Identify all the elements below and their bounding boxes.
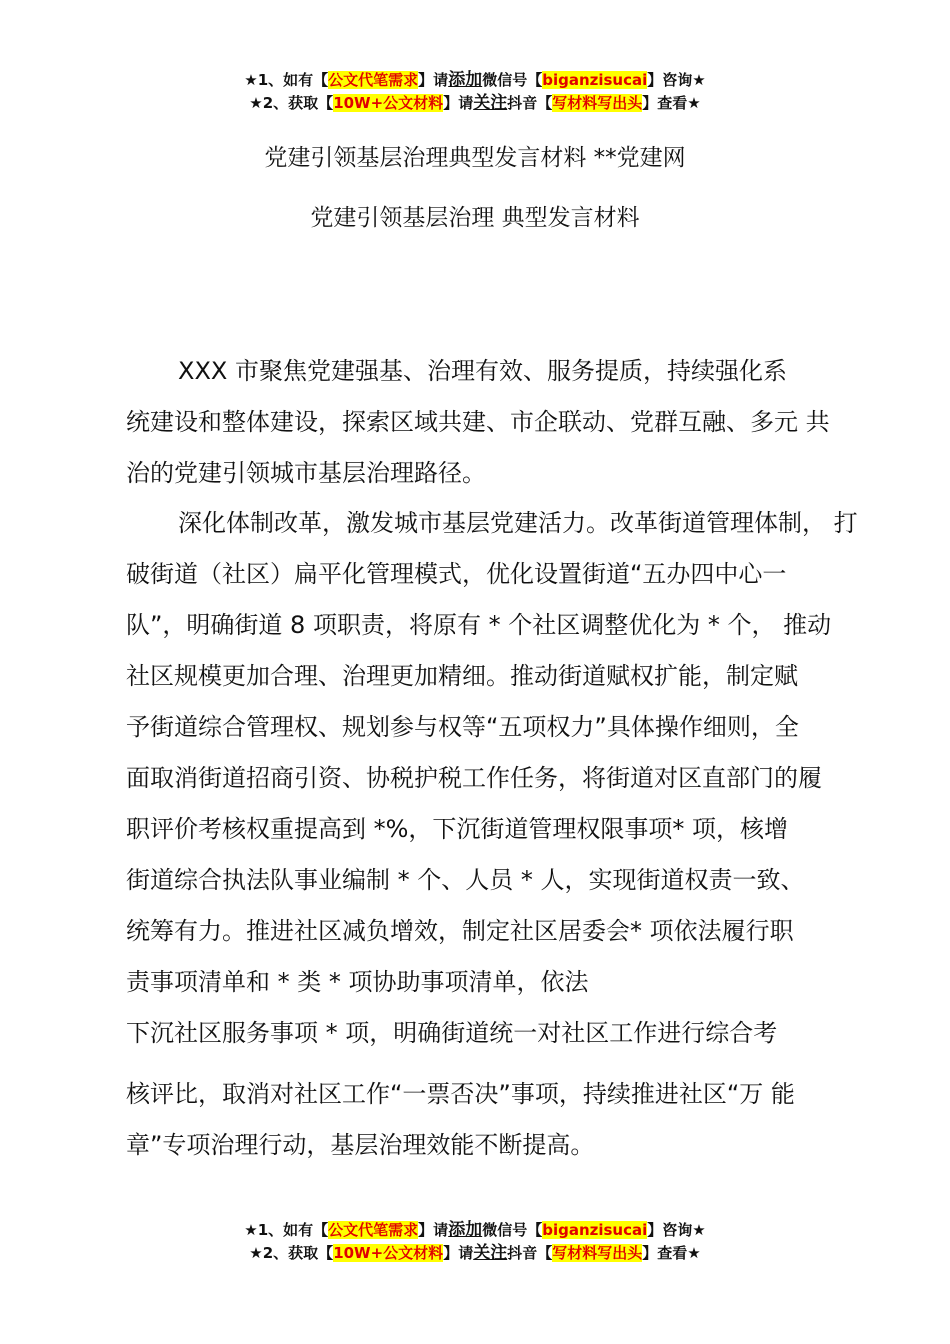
banner-text: 】查看★ [642,1244,701,1262]
text-line: 职评价考核权重提高到 *%，下沉街道管理权限事项* 项，核增 [126,815,789,843]
document-subtitle: 党建引领基层治理 典型发言材料 [310,205,640,231]
highlight-text: 10W+公文材料 [333,94,444,112]
text-line: 统筹有力。推进社区减负增效，制定社区居委会* 项依法履行职 [126,917,794,945]
emphasis-text: 关注 [473,1243,508,1263]
paragraph-intro [126,346,846,499]
emphasis-text: 添加 [448,1220,483,1240]
banner-text: 】请 [418,71,449,89]
text-line: XXX 市聚焦党建强基、治理有效、服务提质，持续强化系 [178,357,787,385]
footer-banner [0,1219,950,1265]
text-line: 社区规模更加合理、治理更加精细。推动街道赋权扩能，制定赋 [126,662,798,690]
banner-text: 抖音【 [507,1244,553,1262]
banner-text: 微信号【 [482,71,543,89]
banner-line-1 [0,1219,950,1242]
header-banner [0,69,950,115]
banner-text: ★1、如有【 [244,1221,329,1239]
banner-text: 】请 [418,1221,449,1239]
text-line: 予街道综合管理权、规划参与权等“五项权力”具体操作细则，全 [126,713,799,741]
text-line: 治的党建引领城市基层治理路径。 [126,459,486,487]
text-line: 统建设和整体建设，探索区域共建、市企联动、党群互融、多元 共 [126,408,830,436]
text-line: 面取消街道招商引资、协税护税工作任务，将街道对区直部门的履 [126,764,822,792]
banner-line-2 [0,1242,950,1265]
highlight-text: 写材料写出头 [552,1244,643,1262]
text-line: 章”专项治理行动，基层治理效能不断提高。 [126,1131,595,1159]
banner-text: ★2、获取【 [249,1244,334,1262]
banner-text: 】咨询★ [647,71,706,89]
text-line: 破街道（社区）扁平化管理模式，优化设置街道“五办四中心一 [126,560,787,588]
highlight-text: 公文代笔需求 [328,1221,419,1239]
emphasis-text: 添加 [448,70,483,90]
paragraph-reform [126,498,858,1171]
banner-text: 】查看★ [642,94,701,112]
banner-text: 微信号【 [482,1221,543,1239]
banner-line-1 [0,69,950,92]
emphasis-text: 关注 [473,93,508,113]
banner-text: 】咨询★ [647,1221,706,1239]
text-line: 核评比，取消对社区工作“一票否决”事项，持续推进社区“万 能 [126,1080,795,1108]
text-line: 下沉社区服务事项 * 项，明确街道统一对社区工作进行综合考 [126,1019,778,1047]
text-line: 队”，明确街道 8 项职责，将原有 * 个社区调整优化为 * 个， 推动 [126,611,832,639]
text-line: 深化体制改革，激发城市基层党建活力。改革街道管理体制， 打 [178,509,858,537]
banner-text: 】请 [443,1244,474,1262]
banner-text: 抖音【 [507,94,553,112]
banner-text: ★2、获取【 [249,94,334,112]
banner-line-2 [0,92,950,115]
document-title: 党建引领基层治理典型发言材料 **党建网 [264,145,686,171]
highlight-text: 10W+公文材料 [333,1244,444,1262]
text-line: 责事项清单和 * 类 * 项协助事项清单，依法 [126,968,589,996]
banner-text: 】请 [443,94,474,112]
highlight-text: 公文代笔需求 [328,71,419,89]
wechat-id: biganzisucai [542,1221,648,1239]
banner-text: ★1、如有【 [244,71,329,89]
text-line: 街道综合执法队事业编制 * 个、人员 * 人，实现街道权责一致、 [126,866,805,894]
highlight-text: 写材料写出头 [552,94,643,112]
wechat-id: biganzisucai [542,71,648,89]
